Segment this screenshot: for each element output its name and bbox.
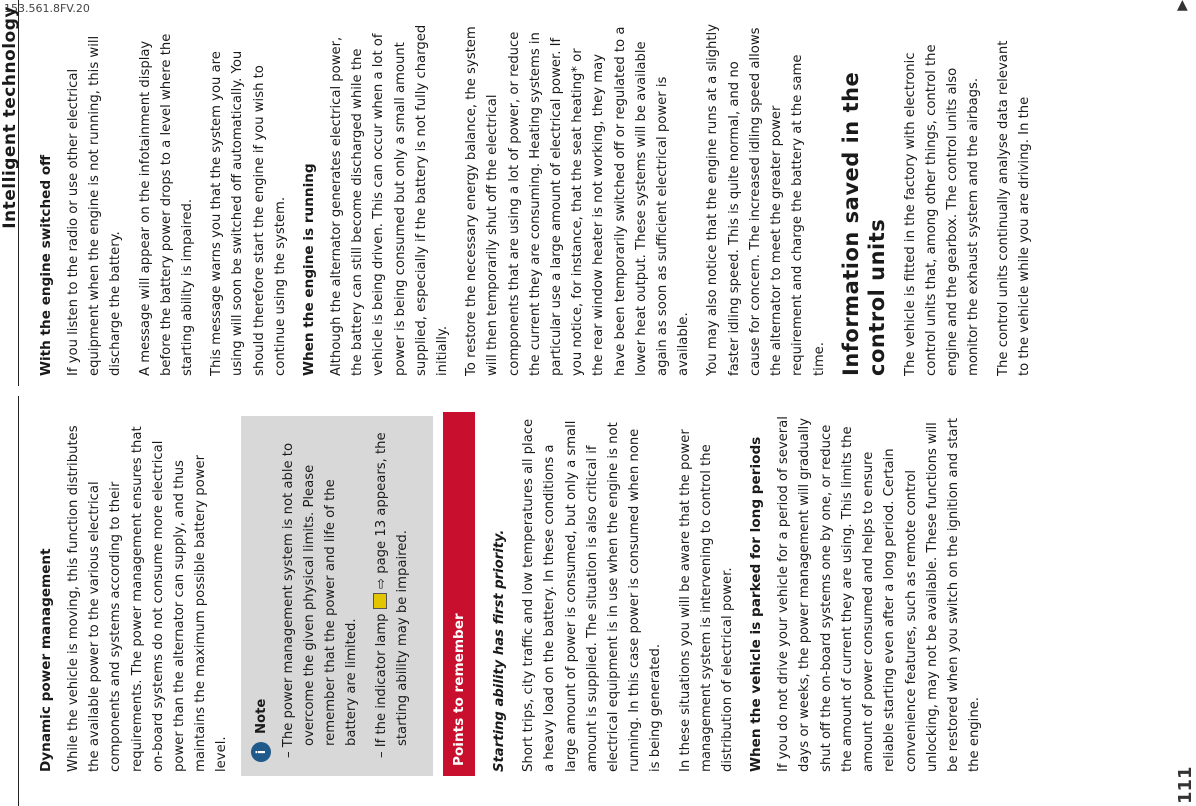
heading-engine-running: When the engine is running <box>301 163 318 376</box>
header-rule-left <box>18 396 19 806</box>
note-item-1: – The power management system is not able to overcome the given physical limits. Please remember that the power and life of the battery are limited. <box>280 442 360 758</box>
points-subtitle: Starting ability has first priority. <box>492 529 508 772</box>
engine-off-paragraph-3: This message warns you that the system you are using will soon be switched off automatically. You should therefore start the engine if you wish to continue using the system. <box>209 50 288 376</box>
note-title: Note <box>253 698 269 734</box>
info-paragraph-2: The control units continually analyse data relevant to the vehicle while you are driving. In the <box>995 40 1032 376</box>
heading-dynamic-power: Dynamic power management <box>38 548 54 772</box>
note-box <box>241 416 433 776</box>
engine-running-paragraph-3: You may also notice that the engine runs at a slightly faster idling speed. This is quite normal, and no cause for concern. The increased idling speed allows the alternator to meet the greater power requirement and charge the battery at the same time. <box>705 24 827 376</box>
heading-parked: When the vehicle is parked for long periods <box>748 436 765 772</box>
engine-off-paragraph-2: A message will appear on the infotainment display before the battery power drops to a level where the starting ability is impaired. <box>137 33 196 376</box>
running-header: Intelligent technology <box>0 6 20 229</box>
heading-engine-off: With the engine switched off <box>38 154 54 376</box>
document-code: 153.561.8FV.20 <box>4 2 90 15</box>
page-number: 111 <box>1175 766 1196 804</box>
heading-information-saved: Information saved in the control units <box>838 71 889 376</box>
points-to-remember-bar: Points to remember <box>443 412 475 776</box>
note-item-2 <box>371 428 413 762</box>
note-item-2-start: – If the indicator lamp <box>373 613 389 758</box>
next-page-arrow-icon: ▶ <box>1174 0 1190 11</box>
indicator-lamp-icon <box>373 593 387 609</box>
engine-running-paragraph-1: Although the alternator generates electrical power, the battery can still become discharged while the vehicle is being driven. This can occur when a lot of power is being consumed but only a small amount supplied, especially if the battery is not fully charged initially. <box>329 24 451 376</box>
engine-off-paragraph-1: If you listen to the radio or use other electrical equipment when the engine is not running, this will discharge the battery. <box>66 35 124 376</box>
note-header <box>251 428 272 762</box>
right-column <box>34 24 1043 376</box>
points-paragraph-2: In these situations you will be aware that the power management system is intervening to control the distribution of electrical power. <box>677 429 736 772</box>
info-icon: i <box>251 742 271 762</box>
info-paragraph-1: The vehicle is fitted in the factory with electronic control units that, among other things, control the engine and the gearbox. The control units also monitor the exhaust system and the airbags. <box>902 44 982 376</box>
points-paragraph-1: Short trips, city traffic and low temperatures all place a heavy load on the battery. In these conditions a large amount of power is consumed, but only a small amount is supplied. The situation is also critical if electrical equipment is in use when the engine is not running. In this case power is consumed when none is being generated. <box>521 418 664 772</box>
engine-running-paragraph-2: To restore the necessary energy balance, the system will then temporarily shut off the electrical components that are using a lot of power, or reduce the current they are consuming. Heating systems in particular use a large amount of electrical power. If you notice, for instance, that the seat heating* or the rear window heater is not working, they may have been temporarily switched off or regulated to a lower heat output. These systems will be available again as soon as sufficient electrical power is available. <box>464 26 692 376</box>
parked-text: If you do not drive your vehicle for a period of several days or weeks, the power management will gradually shut off the on-board systems one by one, or reduce the amount of current they are using. This limits the amount of power consumed and helps to ensure reliable starting even after a long period. Certain convenience features, such as remote control unlocking, may not be available. These functions will be restored when you switch on the ignition and start the engine. <box>776 416 983 772</box>
note-item-2-end: ⇨ page 13 appears, the starting ability may be impaired. <box>373 432 410 746</box>
left-column <box>34 416 993 772</box>
dynamic-power-text: While the vehicle is moving, this function distributes the available power to the various electrical components and systems according to their requirements. The power management ensures that on-board systems do not consume more electrical power than the alternator can supply, and thus maintains the maximum possible battery power level. <box>66 425 230 772</box>
